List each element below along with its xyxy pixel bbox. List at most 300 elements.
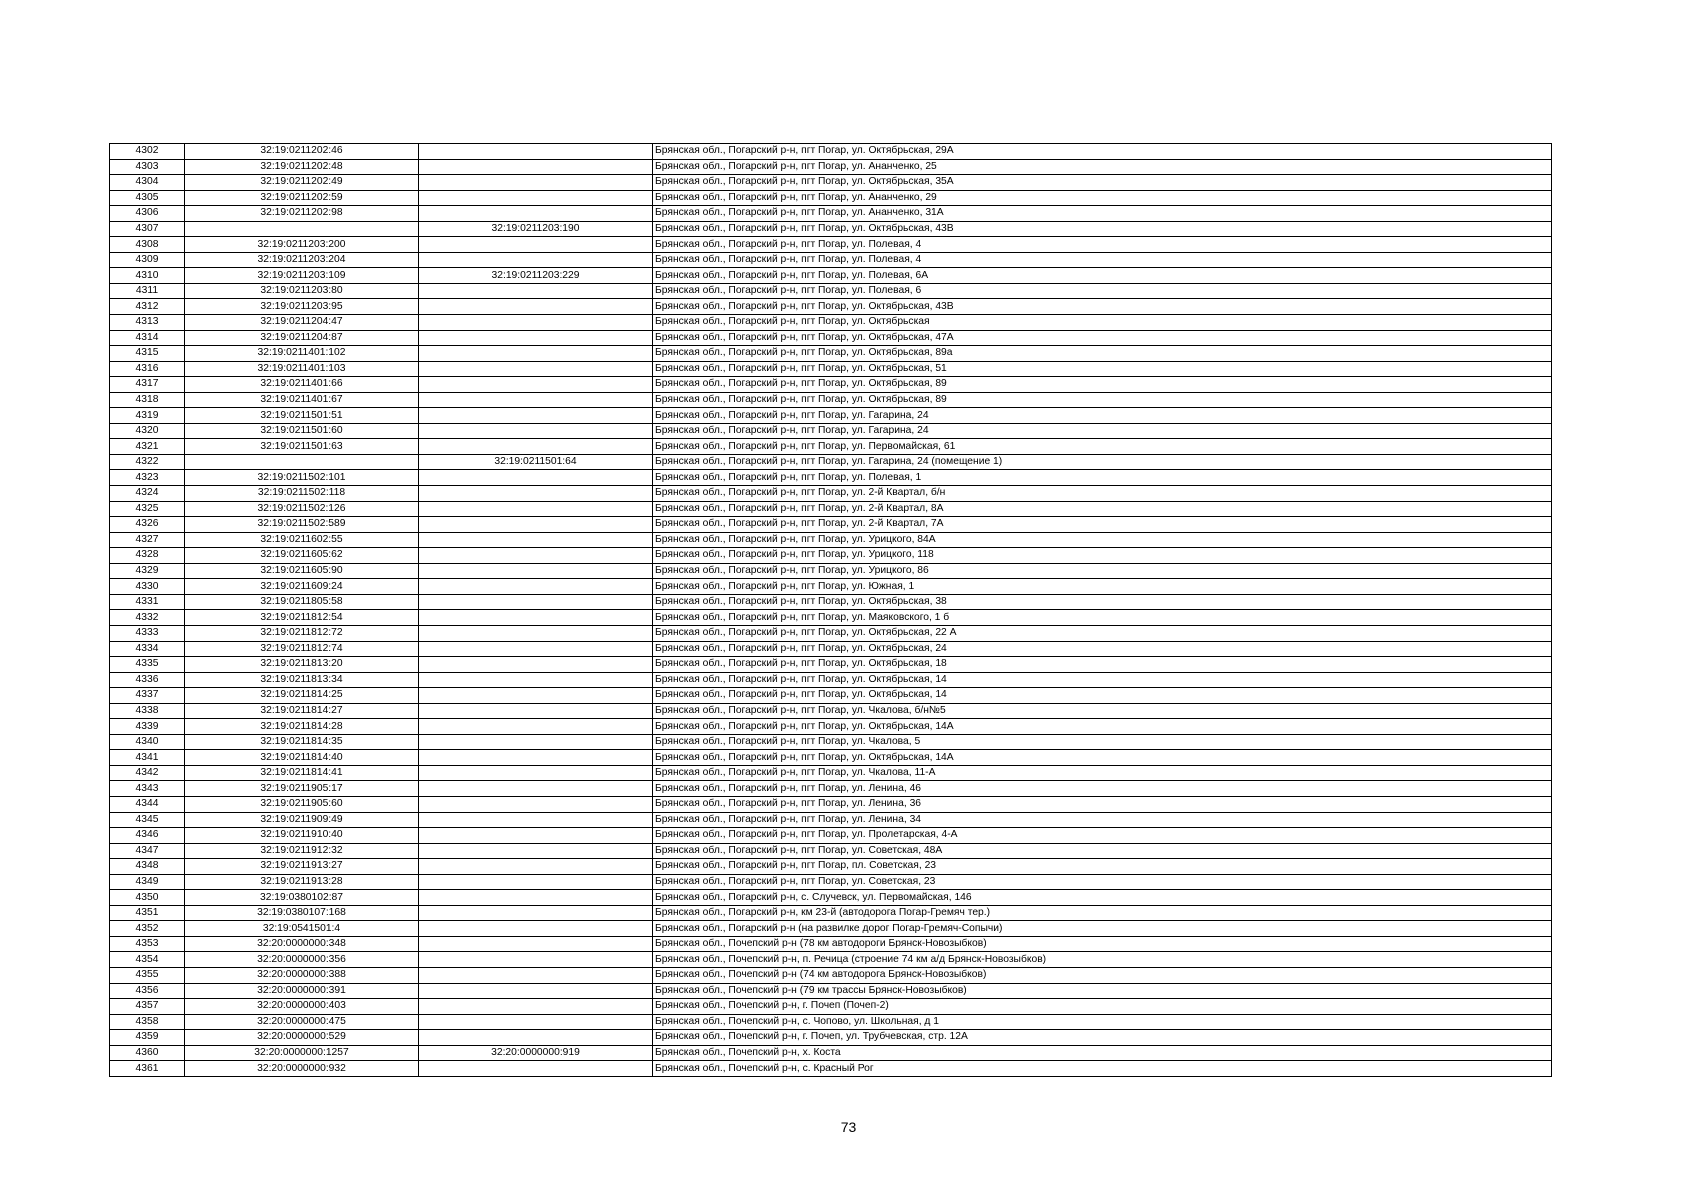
address-cell: Брянская обл., Погарский р-н, пгт Погар, ул. Ленина, 36	[653, 796, 1552, 812]
cadastral-number-cell: 32:19:0211905:60	[185, 796, 419, 812]
row-number-cell: 4318	[110, 392, 185, 408]
address-cell: Брянская обл., Погарский р-н, пгт Погар, ул. Октябрьская, 47А	[653, 330, 1552, 346]
cadastral-number-cell: 32:20:0000000:932	[185, 1061, 419, 1077]
cadastral-number-cell: 32:19:0211609:24	[185, 579, 419, 595]
address-cell: Брянская обл., Погарский р-н, пгт Погар, ул. Полевая, 6	[653, 283, 1552, 299]
related-cadastral-number-cell	[419, 874, 653, 890]
row-number-cell: 4347	[110, 843, 185, 859]
row-number-cell: 4316	[110, 361, 185, 377]
related-cadastral-number-cell	[419, 579, 653, 595]
address-cell: Брянская обл., Погарский р-н, пгт Погар, ул. Урицкого, 118	[653, 548, 1552, 564]
row-number-cell: 4317	[110, 377, 185, 393]
row-number-cell: 4356	[110, 983, 185, 999]
related-cadastral-number-cell: 32:19:0211501:64	[419, 454, 653, 470]
row-number-cell: 4344	[110, 796, 185, 812]
related-cadastral-number-cell: 32:20:0000000:919	[419, 1045, 653, 1061]
related-cadastral-number-cell	[419, 377, 653, 393]
address-cell: Брянская обл., Почепский р-н (79 км трассы Брянск-Новозыбков)	[653, 983, 1552, 999]
related-cadastral-number-cell	[419, 734, 653, 750]
table-row	[110, 952, 1552, 968]
row-number-cell: 4325	[110, 501, 185, 517]
related-cadastral-number-cell	[419, 439, 653, 455]
cadastral-number-cell: 32:19:0211203:80	[185, 283, 419, 299]
address-cell: Брянская обл., Погарский р-н, пгт Погар, ул. Октябрьская, 43В	[653, 299, 1552, 315]
row-number-cell: 4353	[110, 936, 185, 952]
table-row	[110, 719, 1552, 735]
related-cadastral-number-cell	[419, 159, 653, 175]
address-cell: Брянская обл., Погарский р-н, пгт Погар, ул. Октябрьская, 18	[653, 657, 1552, 673]
related-cadastral-number-cell	[419, 175, 653, 191]
address-cell: Брянская обл., Погарский р-н, пгт Погар, ул. Первомайская, 61	[653, 439, 1552, 455]
cadastral-number-cell: 32:20:0000000:391	[185, 983, 419, 999]
related-cadastral-number-cell	[419, 812, 653, 828]
cadastral-number-cell: 32:20:0000000:356	[185, 952, 419, 968]
address-cell: Брянская обл., Погарский р-н, пгт Погар, ул. Пролетарская, 4-А	[653, 828, 1552, 844]
table-row	[110, 423, 1552, 439]
table-row	[110, 672, 1552, 688]
address-cell: Брянская обл., Почепский р-н (74 км автодорога Брянск-Новозыбков)	[653, 967, 1552, 983]
table-row	[110, 190, 1552, 206]
related-cadastral-number-cell	[419, 765, 653, 781]
table-row	[110, 812, 1552, 828]
address-cell: Брянская обл., Погарский р-н, пгт Погар, пл. Советская, 23	[653, 859, 1552, 875]
cadastral-number-cell: 32:19:0211912:32	[185, 843, 419, 859]
related-cadastral-number-cell	[419, 1061, 653, 1077]
related-cadastral-number-cell	[419, 190, 653, 206]
address-cell: Брянская обл., Погарский р-н, пгт Погар, ул. Советская, 23	[653, 874, 1552, 890]
cadastral-number-cell: 32:19:0211605:90	[185, 563, 419, 579]
related-cadastral-number-cell	[419, 750, 653, 766]
cadastral-number-cell: 32:19:0211204:87	[185, 330, 419, 346]
cadastral-number-cell: 32:19:0211814:25	[185, 688, 419, 704]
address-cell: Брянская обл., Погарский р-н, пгт Погар, ул. Октябрьская, 89	[653, 392, 1552, 408]
row-number-cell: 4343	[110, 781, 185, 797]
cadastral-number-cell: 32:20:0000000:475	[185, 1014, 419, 1030]
related-cadastral-number-cell	[419, 252, 653, 268]
table-row	[110, 874, 1552, 890]
address-cell: Брянская обл., Погарский р-н, пгт Погар, ул. Октябрьская, 35А	[653, 175, 1552, 191]
related-cadastral-number-cell	[419, 672, 653, 688]
related-cadastral-number-cell	[419, 299, 653, 315]
cadastral-number-cell: 32:19:0211401:102	[185, 346, 419, 362]
address-cell: Брянская обл., Погарский р-н, пгт Погар, ул. Октябрьская, 43В	[653, 221, 1552, 237]
row-number-cell: 4352	[110, 921, 185, 937]
address-cell: Брянская обл., Погарский р-н, пгт Погар, ул. Октябрьская, 14А	[653, 750, 1552, 766]
table-row	[110, 796, 1552, 812]
related-cadastral-number-cell	[419, 781, 653, 797]
related-cadastral-number-cell: 32:19:0211203:190	[419, 221, 653, 237]
cadastral-number-cell	[185, 454, 419, 470]
cadastral-number-cell: 32:19:0211814:41	[185, 765, 419, 781]
row-number-cell: 4328	[110, 548, 185, 564]
address-cell: Брянская обл., Погарский р-н, пгт Погар, ул. Гагарина, 24 (помещение 1)	[653, 454, 1552, 470]
related-cadastral-number-cell	[419, 517, 653, 533]
related-cadastral-number-cell	[419, 330, 653, 346]
table-row	[110, 206, 1552, 222]
address-cell: Брянская обл., Погарский р-н, пгт Погар, ул. Маяковского, 1 б	[653, 610, 1552, 626]
cadastral-number-cell: 32:19:0211814:28	[185, 719, 419, 735]
row-number-cell: 4333	[110, 625, 185, 641]
table-row	[110, 221, 1552, 237]
cadastral-number-cell: 32:19:0211202:59	[185, 190, 419, 206]
related-cadastral-number-cell	[419, 952, 653, 968]
address-cell: Брянская обл., Погарский р-н, пгт Погар, ул. 2-й Квартал, б/н	[653, 486, 1552, 502]
row-number-cell: 4336	[110, 672, 185, 688]
table-row	[110, 377, 1552, 393]
address-cell: Брянская обл., Почепский р-н (78 км автодороги Брянск-Новозыбков)	[653, 936, 1552, 952]
row-number-cell: 4302	[110, 144, 185, 160]
cadastral-number-cell: 32:19:0211203:109	[185, 268, 419, 284]
address-cell: Брянская обл., Погарский р-н, пгт Погар, ул. Ананченко, 31А	[653, 206, 1552, 222]
cadastral-number-cell: 32:19:0211814:40	[185, 750, 419, 766]
cadastral-number-cell: 32:19:0211203:200	[185, 237, 419, 253]
table-row	[110, 315, 1552, 331]
cadastral-number-cell: 32:19:0211501:60	[185, 423, 419, 439]
cadastral-number-cell: 32:19:0211501:51	[185, 408, 419, 424]
table-row	[110, 283, 1552, 299]
row-number-cell: 4322	[110, 454, 185, 470]
related-cadastral-number-cell	[419, 1014, 653, 1030]
table-row	[110, 828, 1552, 844]
row-number-cell: 4330	[110, 579, 185, 595]
related-cadastral-number-cell	[419, 392, 653, 408]
row-number-cell: 4332	[110, 610, 185, 626]
related-cadastral-number-cell	[419, 967, 653, 983]
related-cadastral-number-cell	[419, 936, 653, 952]
row-number-cell: 4327	[110, 532, 185, 548]
related-cadastral-number-cell	[419, 828, 653, 844]
cadastral-number-cell: 32:19:0211202:48	[185, 159, 419, 175]
related-cadastral-number-cell	[419, 144, 653, 160]
cadastral-number-cell: 32:19:0211401:66	[185, 377, 419, 393]
row-number-cell: 4311	[110, 283, 185, 299]
related-cadastral-number-cell	[419, 346, 653, 362]
row-number-cell: 4303	[110, 159, 185, 175]
address-cell: Брянская обл., Погарский р-н, пгт Погар, ул. Урицкого, 86	[653, 563, 1552, 579]
address-cell: Брянская обл., Погарский р-н, пгт Погар, ул. Ананченко, 29	[653, 190, 1552, 206]
cadastral-number-cell: 32:19:0211812:72	[185, 625, 419, 641]
related-cadastral-number-cell	[419, 563, 653, 579]
table-row	[110, 594, 1552, 610]
row-number-cell: 4305	[110, 190, 185, 206]
table-row	[110, 486, 1552, 502]
table-row	[110, 703, 1552, 719]
address-cell: Брянская обл., Погарский р-н, пгт Погар, ул. Гагарина, 24	[653, 423, 1552, 439]
table-row	[110, 579, 1552, 595]
row-number-cell: 4329	[110, 563, 185, 579]
cadastral-number-cell: 32:19:0211605:62	[185, 548, 419, 564]
related-cadastral-number-cell	[419, 657, 653, 673]
related-cadastral-number-cell	[419, 361, 653, 377]
address-cell: Брянская обл., Погарский р-н, пгт Погар, ул. Полевая, 4	[653, 252, 1552, 268]
cadastral-number-cell	[185, 221, 419, 237]
table-row	[110, 159, 1552, 175]
table-row	[110, 501, 1552, 517]
table-row	[110, 330, 1552, 346]
address-cell: Брянская обл., Погарский р-н, пгт Погар, ул. Полевая, 4	[653, 237, 1552, 253]
related-cadastral-number-cell	[419, 237, 653, 253]
address-cell: Брянская обл., Погарский р-н, км 23-й (автодорога Погар-Гремяч тер.)	[653, 905, 1552, 921]
related-cadastral-number-cell	[419, 470, 653, 486]
table-row	[110, 392, 1552, 408]
address-cell: Брянская обл., Погарский р-н, пгт Погар, ул. Советская, 48А	[653, 843, 1552, 859]
cadastral-number-cell: 32:19:0211202:98	[185, 206, 419, 222]
table-row	[110, 967, 1552, 983]
address-cell: Брянская обл., Погарский р-н, пгт Погар, ул. Октябрьская, 22 А	[653, 625, 1552, 641]
row-number-cell: 4309	[110, 252, 185, 268]
cadastral-number-cell: 32:19:0211913:27	[185, 859, 419, 875]
registry-table	[109, 143, 1552, 1077]
table-row	[110, 299, 1552, 315]
row-number-cell: 4359	[110, 1030, 185, 1046]
related-cadastral-number-cell	[419, 594, 653, 610]
row-number-cell: 4308	[110, 237, 185, 253]
row-number-cell: 4350	[110, 890, 185, 906]
row-number-cell: 4357	[110, 999, 185, 1015]
table-row	[110, 765, 1552, 781]
table-row	[110, 361, 1552, 377]
related-cadastral-number-cell	[419, 983, 653, 999]
table-row	[110, 1014, 1552, 1030]
related-cadastral-number-cell	[419, 408, 653, 424]
cadastral-number-cell: 32:19:0211203:204	[185, 252, 419, 268]
table-row	[110, 641, 1552, 657]
page-number: 73	[840, 1119, 857, 1135]
row-number-cell: 4324	[110, 486, 185, 502]
cadastral-number-cell: 32:20:0000000:1257	[185, 1045, 419, 1061]
related-cadastral-number-cell	[419, 206, 653, 222]
cadastral-number-cell: 32:19:0211805:58	[185, 594, 419, 610]
row-number-cell: 4307	[110, 221, 185, 237]
cadastral-number-cell: 32:19:0211814:35	[185, 734, 419, 750]
related-cadastral-number-cell: 32:19:0211203:229	[419, 268, 653, 284]
row-number-cell: 4334	[110, 641, 185, 657]
related-cadastral-number-cell	[419, 641, 653, 657]
related-cadastral-number-cell	[419, 921, 653, 937]
row-number-cell: 4331	[110, 594, 185, 610]
row-number-cell: 4349	[110, 874, 185, 890]
row-number-cell: 4315	[110, 346, 185, 362]
row-number-cell: 4355	[110, 967, 185, 983]
cadastral-number-cell: 32:19:0211813:20	[185, 657, 419, 673]
table-row	[110, 439, 1552, 455]
address-cell: Брянская обл., Почепский р-н, х. Коста	[653, 1045, 1552, 1061]
row-number-cell: 4335	[110, 657, 185, 673]
row-number-cell: 4348	[110, 859, 185, 875]
row-number-cell: 4323	[110, 470, 185, 486]
row-number-cell: 4340	[110, 734, 185, 750]
row-number-cell: 4345	[110, 812, 185, 828]
table-row	[110, 905, 1552, 921]
cadastral-number-cell: 32:19:0211501:63	[185, 439, 419, 455]
table-row	[110, 688, 1552, 704]
related-cadastral-number-cell	[419, 843, 653, 859]
address-cell: Брянская обл., Погарский р-н, пгт Погар, ул. Чкалова, 5	[653, 734, 1552, 750]
address-cell: Брянская обл., Погарский р-н, пгт Погар, ул. 2-й Квартал, 8А	[653, 501, 1552, 517]
cadastral-number-cell: 32:20:0000000:529	[185, 1030, 419, 1046]
table-row	[110, 999, 1552, 1015]
cadastral-number-cell: 32:19:0211905:17	[185, 781, 419, 797]
table-row	[110, 408, 1552, 424]
row-number-cell: 4321	[110, 439, 185, 455]
table-row	[110, 237, 1552, 253]
address-cell: Брянская обл., Почепский р-н, с. Чопово, ул. Школьная, д 1	[653, 1014, 1552, 1030]
address-cell: Брянская обл., Погарский р-н, пгт Погар, ул. Октябрьская	[653, 315, 1552, 331]
table-row	[110, 346, 1552, 362]
table-row	[110, 657, 1552, 673]
row-number-cell: 4312	[110, 299, 185, 315]
row-number-cell: 4306	[110, 206, 185, 222]
related-cadastral-number-cell	[419, 423, 653, 439]
cadastral-number-cell: 32:19:0211502:126	[185, 501, 419, 517]
table-row	[110, 625, 1552, 641]
address-cell: Брянская обл., Погарский р-н, пгт Погар, ул. Ананченко, 25	[653, 159, 1552, 175]
address-cell: Брянская обл., Погарский р-н, пгт Погар, ул. Южная, 1	[653, 579, 1552, 595]
address-cell: Брянская обл., Погарский р-н, пгт Погар, ул. Полевая, 6А	[653, 268, 1552, 284]
table-row	[110, 1045, 1552, 1061]
address-cell: Брянская обл., Погарский р-н, пгт Погар, ул. Октябрьская, 14	[653, 672, 1552, 688]
cadastral-number-cell: 32:19:0211502:118	[185, 486, 419, 502]
address-cell: Брянская обл., Погарский р-н, пгт Погар, ул. Октябрьская, 51	[653, 361, 1552, 377]
address-cell: Брянская обл., Погарский р-н, пгт Погар, ул. Октябрьская, 38	[653, 594, 1552, 610]
address-cell: Брянская обл., Погарский р-н, пгт Погар, ул. Октябрьская, 89а	[653, 346, 1552, 362]
row-number-cell: 4337	[110, 688, 185, 704]
address-cell: Брянская обл., Погарский р-н, пгт Погар, ул. Урицкого, 84А	[653, 532, 1552, 548]
related-cadastral-number-cell	[419, 1030, 653, 1046]
row-number-cell: 4341	[110, 750, 185, 766]
address-cell: Брянская обл., Погарский р-н, пгт Погар, ул. Октябрьская, 14А	[653, 719, 1552, 735]
cadastral-number-cell: 32:19:0211401:67	[185, 392, 419, 408]
address-cell: Брянская обл., Погарский р-н, пгт Погар, ул. Октябрьская, 24	[653, 641, 1552, 657]
table-row	[110, 921, 1552, 937]
table-row	[110, 1030, 1552, 1046]
table-row	[110, 454, 1552, 470]
address-cell: Брянская обл., Погарский р-н, пгт Погар, ул. Ленина, 34	[653, 812, 1552, 828]
address-cell: Брянская обл., Погарский р-н, пгт Погар, ул. Ленина, 46	[653, 781, 1552, 797]
table-row	[110, 517, 1552, 533]
address-cell: Брянская обл., Погарский р-н (на развилке дорог Погар-Гремяч-Сопычи)	[653, 921, 1552, 937]
row-number-cell: 4314	[110, 330, 185, 346]
table-row	[110, 1061, 1552, 1077]
table-row	[110, 268, 1552, 284]
related-cadastral-number-cell	[419, 610, 653, 626]
table-row	[110, 563, 1552, 579]
address-cell: Брянская обл., Погарский р-н, с. Случевск, ул. Первомайская, 146	[653, 890, 1552, 906]
cadastral-number-cell: 32:19:0380107:168	[185, 905, 419, 921]
cadastral-number-cell: 32:19:0211602:55	[185, 532, 419, 548]
address-cell: Брянская обл., Погарский р-н, пгт Погар, ул. Октябрьская, 29А	[653, 144, 1552, 160]
row-number-cell: 4346	[110, 828, 185, 844]
related-cadastral-number-cell	[419, 501, 653, 517]
address-cell: Брянская обл., Погарский р-н, пгт Погар, ул. Гагарина, 24	[653, 408, 1552, 424]
address-cell: Брянская обл., Почепский р-н, г. Почеп, ул. Трубчевская, стр. 12А	[653, 1030, 1552, 1046]
related-cadastral-number-cell	[419, 283, 653, 299]
cadastral-number-cell: 32:19:0211814:27	[185, 703, 419, 719]
row-number-cell: 4358	[110, 1014, 185, 1030]
row-number-cell: 4351	[110, 905, 185, 921]
row-number-cell: 4342	[110, 765, 185, 781]
address-cell: Брянская обл., Почепский р-н, с. Красный Рог	[653, 1061, 1552, 1077]
related-cadastral-number-cell	[419, 999, 653, 1015]
related-cadastral-number-cell	[419, 859, 653, 875]
cadastral-number-cell: 32:19:0211813:34	[185, 672, 419, 688]
cadastral-number-cell: 32:19:0211812:54	[185, 610, 419, 626]
cadastral-number-cell: 32:19:0211913:28	[185, 874, 419, 890]
table-row	[110, 470, 1552, 486]
address-cell: Брянская обл., Погарский р-н, пгт Погар, ул. Чкалова, б/н№5	[653, 703, 1552, 719]
row-number-cell: 4313	[110, 315, 185, 331]
cadastral-number-cell: 32:19:0380102:87	[185, 890, 419, 906]
row-number-cell: 4360	[110, 1045, 185, 1061]
table-row	[110, 781, 1552, 797]
cadastral-number-cell: 32:19:0211401:103	[185, 361, 419, 377]
table-row	[110, 610, 1552, 626]
table-row	[110, 890, 1552, 906]
address-cell: Брянская обл., Почепский р-н, п. Речица (строение 74 км а/д Брянск-Новозыбков)	[653, 952, 1552, 968]
row-number-cell: 4319	[110, 408, 185, 424]
cadastral-number-cell: 32:19:0211910:40	[185, 828, 419, 844]
related-cadastral-number-cell	[419, 719, 653, 735]
table-row	[110, 750, 1552, 766]
registry-table-body	[110, 144, 1552, 1077]
related-cadastral-number-cell	[419, 315, 653, 331]
table-row	[110, 734, 1552, 750]
related-cadastral-number-cell	[419, 486, 653, 502]
related-cadastral-number-cell	[419, 688, 653, 704]
related-cadastral-number-cell	[419, 905, 653, 921]
table-row	[110, 144, 1552, 160]
address-cell: Брянская обл., Погарский р-н, пгт Погар, ул. Октябрьская, 89	[653, 377, 1552, 393]
cadastral-number-cell: 32:20:0000000:388	[185, 967, 419, 983]
related-cadastral-number-cell	[419, 625, 653, 641]
row-number-cell: 4326	[110, 517, 185, 533]
address-cell: Брянская обл., Погарский р-н, пгт Погар, ул. Полевая, 1	[653, 470, 1552, 486]
cadastral-number-cell: 32:19:0211502:101	[185, 470, 419, 486]
cadastral-number-cell: 32:19:0541501:4	[185, 921, 419, 937]
table-row	[110, 936, 1552, 952]
table-row	[110, 252, 1552, 268]
related-cadastral-number-cell	[419, 890, 653, 906]
row-number-cell: 4320	[110, 423, 185, 439]
table-row	[110, 843, 1552, 859]
row-number-cell: 4310	[110, 268, 185, 284]
related-cadastral-number-cell	[419, 548, 653, 564]
cadastral-number-cell: 32:19:0211502:589	[185, 517, 419, 533]
table-row	[110, 175, 1552, 191]
cadastral-number-cell: 32:20:0000000:403	[185, 999, 419, 1015]
cadastral-number-cell: 32:19:0211202:49	[185, 175, 419, 191]
cadastral-number-cell: 32:19:0211909:49	[185, 812, 419, 828]
address-cell: Брянская обл., Погарский р-н, пгт Погар, ул. 2-й Квартал, 7А	[653, 517, 1552, 533]
related-cadastral-number-cell	[419, 532, 653, 548]
cadastral-number-cell: 32:20:0000000:348	[185, 936, 419, 952]
related-cadastral-number-cell	[419, 703, 653, 719]
table-row	[110, 983, 1552, 999]
address-cell: Брянская обл., Почепский р-н, г. Почеп (Почеп-2)	[653, 999, 1552, 1015]
row-number-cell: 4304	[110, 175, 185, 191]
table-row	[110, 548, 1552, 564]
address-cell: Брянская обл., Погарский р-н, пгт Погар, ул. Чкалова, 11-А	[653, 765, 1552, 781]
row-number-cell: 4339	[110, 719, 185, 735]
table-row	[110, 532, 1552, 548]
address-cell: Брянская обл., Погарский р-н, пгт Погар, ул. Октябрьская, 14	[653, 688, 1552, 704]
table-row	[110, 859, 1552, 875]
cadastral-number-cell: 32:19:0211204:47	[185, 315, 419, 331]
row-number-cell: 4354	[110, 952, 185, 968]
related-cadastral-number-cell	[419, 796, 653, 812]
cadastral-number-cell: 32:19:0211202:46	[185, 144, 419, 160]
cadastral-number-cell: 32:19:0211203:95	[185, 299, 419, 315]
